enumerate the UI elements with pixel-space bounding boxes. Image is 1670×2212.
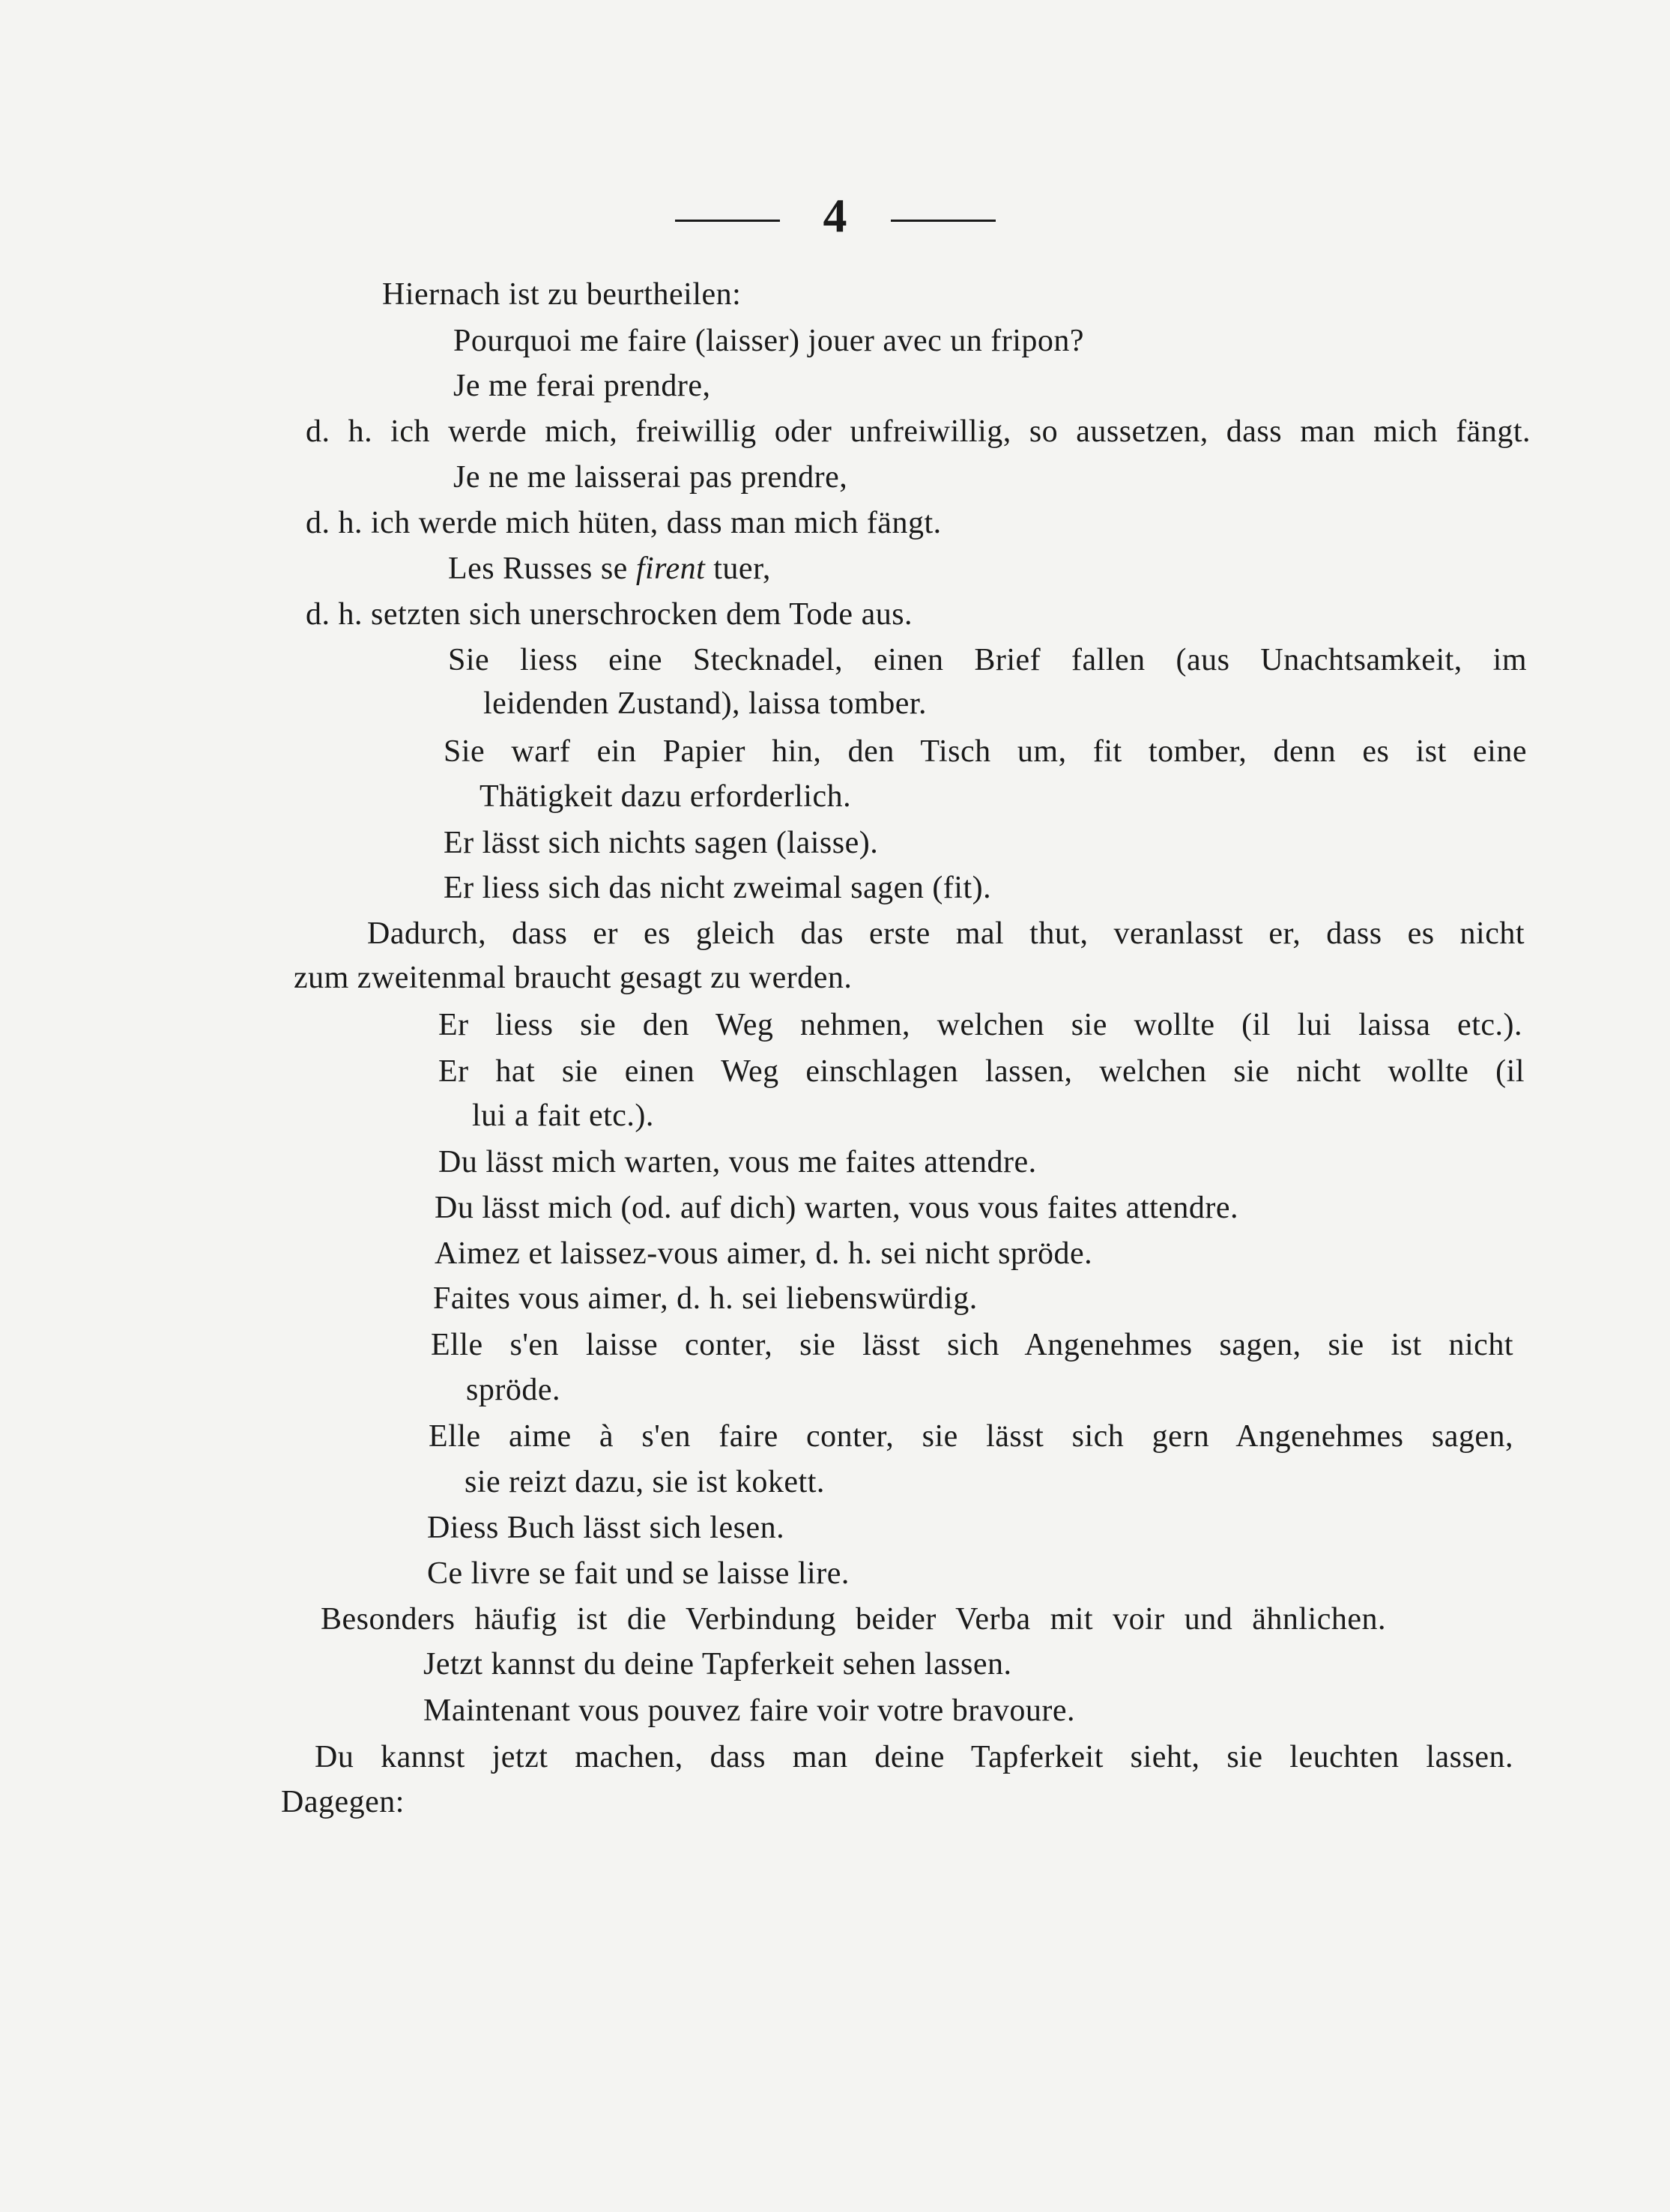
text-line: Je me ferai prendre, — [453, 369, 711, 403]
text-line: Pourquoi me faire (laisser) jouer avec un fripon? — [453, 324, 1085, 358]
text-line: lui a fait etc.). — [472, 1099, 654, 1133]
text-line: Er hat sie einen Weg einschlagen lassen, welchen sie nicht wollte (il — [438, 1054, 1525, 1089]
text-line: Sie liess eine Stecknadel, einen Brief fallen (aus Unachtsamkeit, im — [448, 643, 1527, 677]
header-rule-right — [891, 220, 996, 222]
header-rule-left — [675, 220, 780, 222]
text-line: Je ne me laisserai pas prendre, — [453, 460, 848, 495]
text-line: Maintenant vous pouvez faire voir votre bravoure. — [423, 1693, 1076, 1728]
text-line: Du lässt mich (od. auf dich) warten, vous vous faites attendre. — [435, 1191, 1239, 1225]
text-line: leidenden Zustand), laissa tomber. — [483, 686, 928, 721]
text-segment: tuer, — [713, 552, 771, 586]
text-line: Elle s'en laisse conter, sie lässt sich Angenehmes sagen, sie ist nicht — [431, 1328, 1513, 1362]
emphasized-word: firent — [635, 552, 706, 586]
text-line: Elle aime à s'en faire conter, sie lässt sich gern Angenehmes sagen, — [429, 1419, 1513, 1454]
text-line: Er liess sie den Weg nehmen, welchen sie wollte (il lui laissa etc.). — [438, 1008, 1522, 1042]
text-line: Dadurch, dass er es gleich das erste mal thut, veranlasst er, dass es nicht — [367, 916, 1525, 951]
text-line: sie reizt dazu, sie ist kokett. — [465, 1465, 825, 1499]
page-number: 4 — [823, 189, 847, 242]
text-line — [448, 553, 771, 584]
text-line: Du lässt mich warten, vous me faites attendre. — [438, 1145, 1037, 1179]
text-line: d. h. setzten sich unerschrocken dem Tode aus. — [306, 597, 913, 632]
text-line: Er lässt sich nichts sagen (laisse). — [444, 826, 879, 860]
text-line: Thätigkeit dazu erforderlich. — [479, 779, 852, 814]
text-line: Du kannst jetzt machen, dass man deine Tapferkeit sieht, sie leuchten lassen. — [315, 1740, 1513, 1774]
text-line: Diess Buch lässt sich lesen. — [427, 1511, 785, 1545]
text-segment: Les Russes se — [448, 552, 628, 586]
text-line: Jetzt kannst du deine Tapferkeit sehen lassen. — [423, 1647, 1012, 1681]
text-line: d. h. ich werde mich, freiwillig oder unfreiwillig, so aussetzen, dass man mich fängt. — [306, 414, 1531, 449]
text-line: Aimez et laissez-vous aimer, d. h. sei nicht spröde. — [435, 1236, 1093, 1271]
text-line: Er liess sich das nicht zweimal sagen (fit). — [444, 871, 992, 905]
text-line: Sie warf ein Papier hin, den Tisch um, fit tomber, denn es ist eine — [444, 734, 1527, 769]
text-line: Dagegen: — [281, 1785, 405, 1819]
text-line: Ce livre se fait und se laisse lire. — [427, 1556, 850, 1591]
text-line: Faites vous aimer, d. h. sei liebenswürdig. — [433, 1281, 978, 1316]
text-line: Besonders häufig ist die Verbindung beider Verba mit voir und ähnlichen. — [321, 1602, 1386, 1637]
text-line: zum zweitenmal braucht gesagt zu werden. — [294, 961, 853, 995]
text-line: spröde. — [466, 1373, 560, 1407]
text-line: Hiernach ist zu beurtheilen: — [382, 277, 742, 312]
text-line: d. h. ich werde mich hüten, dass man mich fängt. — [306, 506, 942, 540]
page-header — [0, 189, 1670, 244]
